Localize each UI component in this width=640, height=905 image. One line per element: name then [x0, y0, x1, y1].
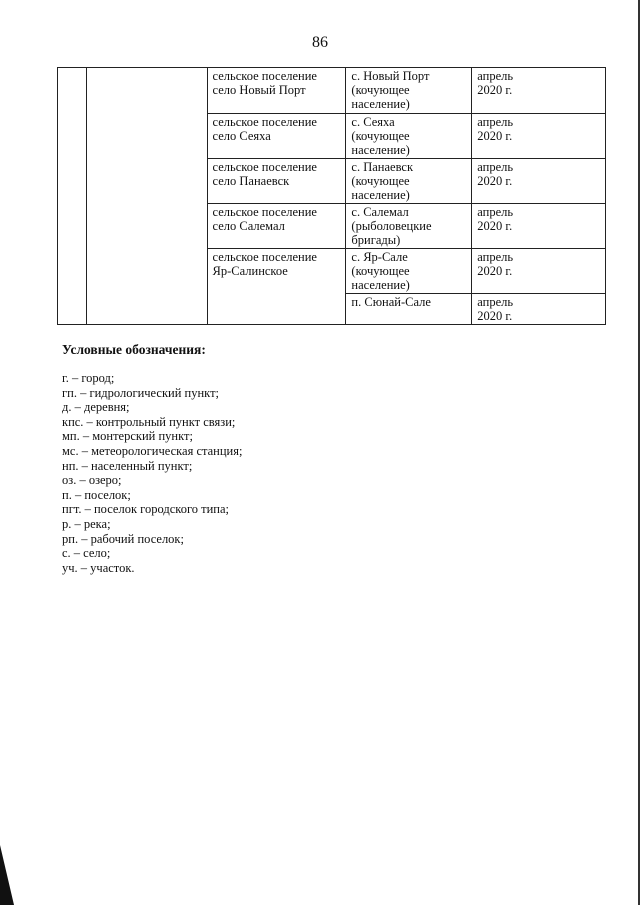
- settlement-cell: сельское поселение село Сеяха: [207, 114, 346, 159]
- legend-item: д. – деревня;: [62, 400, 130, 415]
- date-cell: апрель 2020 г.: [472, 114, 606, 159]
- place-cell: с. Новый Порт (кочующее население): [346, 68, 472, 114]
- legend-item: кпс. – контрольный пункт связи;: [62, 414, 236, 429]
- legend-list: [62, 371, 242, 575]
- settlement-cell: сельское поселение село Новый Порт: [207, 68, 346, 114]
- legend-item: мс. – метеорологическая станция;: [62, 443, 243, 458]
- place-cell: п. Сюнай-Сале: [346, 294, 472, 325]
- index-cell: [58, 68, 87, 325]
- legend-item: гп. – гидрологический пункт;: [62, 385, 220, 400]
- place-cell: с. Панаевск (кочующее население): [346, 159, 472, 204]
- legend-item: оз. – озеро;: [62, 473, 122, 488]
- legend-item: с. – село;: [62, 546, 111, 561]
- schedule-table: [57, 67, 606, 325]
- place-cell: с. Яр-Сале (кочующее население): [346, 249, 472, 294]
- table-row: [58, 68, 606, 114]
- legend-item: нп. – населенный пункт;: [62, 458, 193, 473]
- date-cell: апрель 2020 г.: [472, 204, 606, 249]
- legend-title: Условные обозначения:: [62, 342, 206, 357]
- district-cell: [86, 68, 207, 325]
- date-cell: апрель 2020 г.: [472, 68, 606, 114]
- legend-item: р. – река;: [62, 516, 111, 531]
- date-cell: апрель 2020 г.: [472, 249, 606, 294]
- date-cell: апрель 2020 г.: [472, 159, 606, 204]
- settlement-cell: сельское поселение Яр-Салинское: [207, 249, 346, 325]
- legend-item: г. – город;: [62, 371, 115, 385]
- legend-item: пгт. – поселок городского типа;: [62, 502, 230, 517]
- settlement-cell: сельское поселение село Панаевск: [207, 159, 346, 204]
- page-number: 86: [312, 34, 328, 51]
- scan-edge-mark: [0, 845, 14, 905]
- place-cell: с. Салемал (рыболовецкие бригады): [346, 204, 472, 249]
- settlement-cell: сельское поселение село Салемал: [207, 204, 346, 249]
- legend-item: мп. – монтерский пункт;: [62, 429, 193, 444]
- legend-item: уч. – участок.: [62, 560, 135, 575]
- date-cell: апрель 2020 г.: [472, 294, 606, 325]
- legend-item: п. – поселок;: [62, 487, 131, 502]
- legend-item: рп. – рабочий поселок;: [62, 531, 184, 546]
- schedule-table-body: [58, 68, 606, 325]
- place-cell: с. Сеяха (кочующее население): [346, 114, 472, 159]
